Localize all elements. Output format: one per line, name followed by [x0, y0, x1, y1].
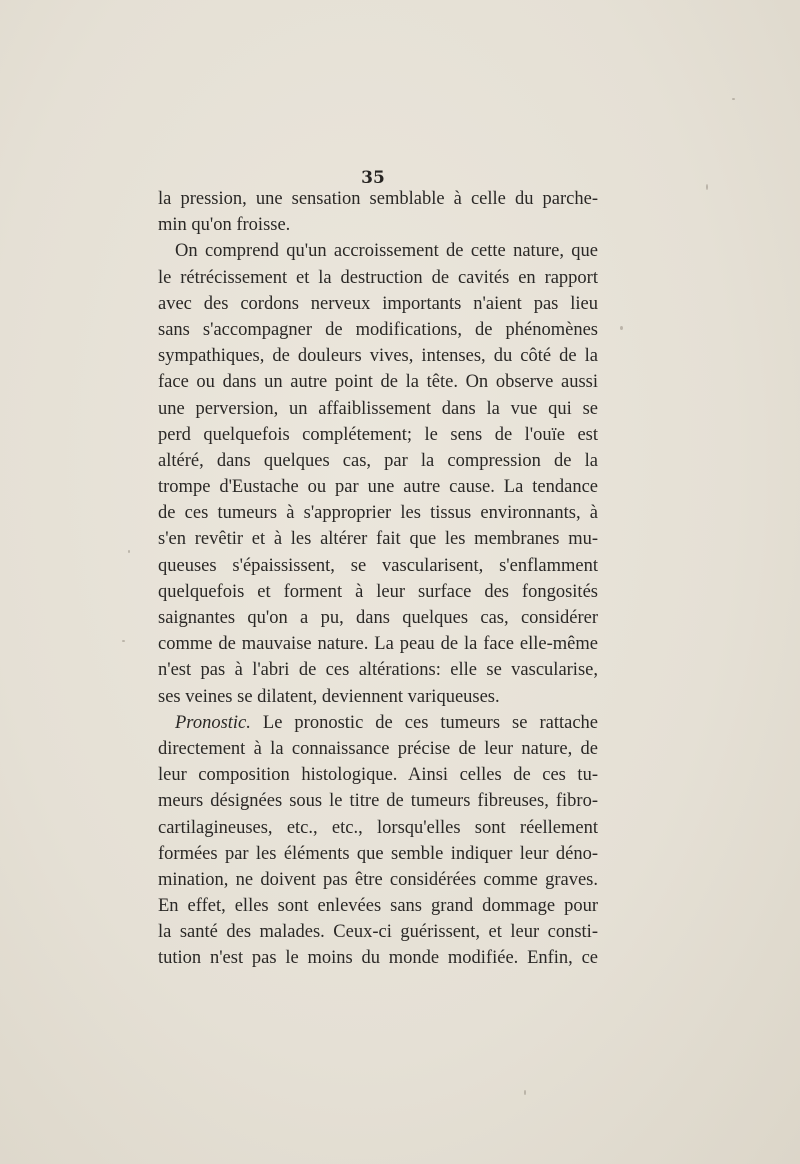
text-line: face ou dans un autre point de la tête. On observe aussi	[158, 372, 598, 393]
paper-speck	[524, 1090, 526, 1095]
text-line: queuses s'épaississent, se vascularisent, s'enflamment	[158, 555, 598, 576]
text-line: min qu'on froisse.	[158, 215, 291, 236]
body-text	[158, 186, 598, 972]
text-line: s'en revêtir et à les altérer fait que les membranes mu-	[158, 529, 598, 550]
text-line	[158, 710, 598, 736]
paper-speck	[706, 184, 708, 190]
text-line: On comprend qu'un accroissement de cette nature, que	[175, 241, 598, 262]
text-line: de ces tumeurs à s'approprier les tissus environnants, à	[158, 503, 598, 524]
text-line: sympathiques, de douleurs vives, intenses, du côté de la	[158, 346, 598, 367]
text-line: ses veines se dilatent, deviennent variqueuses.	[158, 686, 500, 707]
text-line: avec des cordons nerveux importants n'aient pas lieu	[158, 293, 598, 314]
text-line: leur composition histologique. Ainsi celles de ces tu-	[158, 765, 598, 786]
text-line: comme de mauvaise nature. La peau de la face elle-même	[158, 634, 598, 655]
text-line: saignantes qu'on a pu, dans quelques cas, considérer	[158, 608, 598, 628]
text-line: sans s'accompagner de modifications, de phénomènes	[158, 319, 598, 340]
text-line: mination, ne doivent pas être considérées comme graves.	[158, 869, 598, 890]
text-line: directement à la connaissance précise de leur nature, de	[158, 738, 598, 759]
text-line: formées par les éléments que semble indiquer leur déno-	[158, 843, 598, 864]
text-line: le rétrécissement et la destruction de cavités en rapport	[158, 267, 598, 288]
text-line: n'est pas à l'abri de ces altérations: elle se vascularise,	[158, 660, 598, 681]
paper-speck	[122, 640, 125, 642]
text-line: tution n'est pas le moins du monde modifiée. Enfin, ce	[158, 948, 598, 969]
text-line: perd quelquefois complétement; le sens de l'ouïe est	[158, 424, 598, 445]
text-line: meurs désignées sous le titre de tumeurs fibreuses, fibro-	[158, 791, 598, 812]
text-run: Le pronostic de ces tumeurs se rattache	[250, 712, 598, 733]
paper-speck	[620, 326, 623, 330]
text-line: cartilagineuses, etc., etc., lorsqu'elles sont réellement	[158, 817, 598, 838]
text-line: En effet, elles sont enlevées sans grand dommage pour	[158, 896, 598, 917]
text-line: quelquefois et forment à leur surface des fongosités	[158, 581, 598, 602]
text-line: une perversion, un affaiblissement dans la vue qui se	[158, 398, 598, 419]
text-line: la pression, une sensation semblable à celle du parche-	[158, 189, 598, 209]
page-number: 35	[361, 168, 385, 188]
text-line: trompe d'Eustache ou par une autre cause. La tendance	[158, 477, 598, 498]
text-line: altéré, dans quelques cas, par la compression de la	[158, 450, 598, 471]
section-heading-pronostic: Pronostic.	[175, 712, 251, 733]
text-line: la santé des malades. Ceux-ci guérissent, et leur consti-	[158, 922, 598, 943]
paper-speck	[732, 98, 735, 100]
paper-speck	[128, 550, 130, 553]
